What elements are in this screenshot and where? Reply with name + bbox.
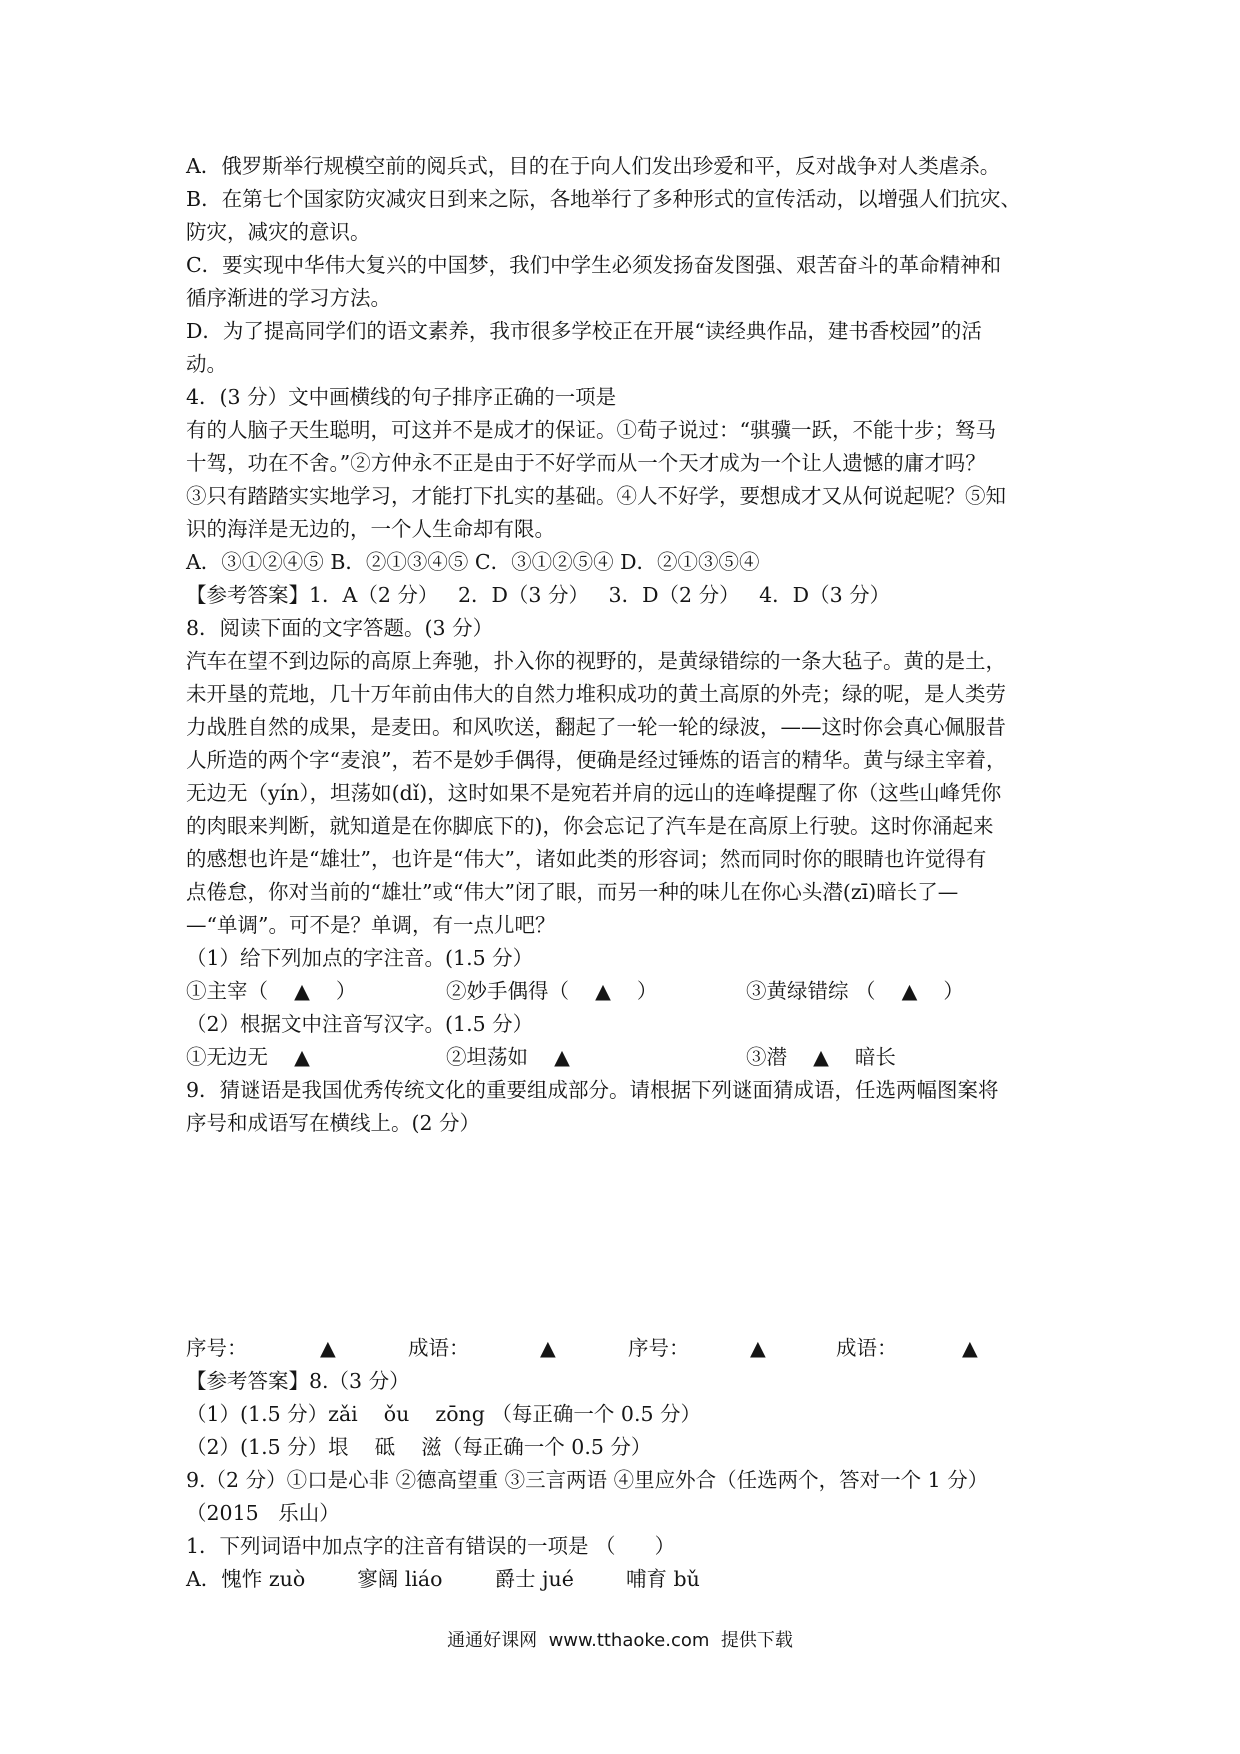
q3-option-a: A．俄罗斯举行规模空前的阅兵式，目的在于向人们发出珍爱和平，反对战争对人类虐杀。 bbox=[186, 154, 1001, 178]
q4-options: A．③①②④⑤ B．②①③④⑤ C．③①②⑤④ D．②①③⑤④ bbox=[186, 550, 760, 574]
q3-option-c-cont: 循序渐进的学习方法。 bbox=[186, 286, 391, 310]
fill-label: 序号： bbox=[628, 1336, 690, 1360]
sub2-item-2: ②坦荡如 ▲ bbox=[446, 1045, 570, 1069]
q3-option-d-cont: 动。 bbox=[186, 352, 227, 376]
answer-key-9: 9.（2 分）①口是心非 ②德高望重 ③三言两语 ④里应外合（任选两个，答对一个 1 分） bbox=[186, 1468, 989, 1492]
fill-label: 成语： bbox=[408, 1336, 470, 1360]
q8-sub1-items bbox=[186, 975, 1066, 1008]
q4-text: 识的海洋是无边的，一个人生命却有限。 bbox=[186, 517, 555, 541]
next-q1-option-a: A．愧怍 zuò 寥阔 liáo 爵士 jué 哺育 bǔ bbox=[186, 1567, 700, 1591]
answer-key-8-2: （2）(1.5 分）垠 砥 滋（每正确一个 0.5 分） bbox=[186, 1435, 652, 1459]
q4-text: 十驾，功在不舍。”②方仲永不正是由于不好学而从一个天才成为一个让人遗憾的庸才吗？ bbox=[186, 451, 986, 475]
sub1-item-1: ①主宰（ ▲ ） bbox=[186, 979, 357, 1003]
sub1-item-3: ③黄绿错综 （ ▲ ） bbox=[746, 979, 964, 1003]
q8-passage-line: 人所造的两个字“麦浪”，若不是妙手偶得，便确是经过锤炼的语言的精华。黄与绿主宰着， bbox=[186, 748, 1007, 772]
q8-passage-line: 力战胜自然的成果，是麦田。和风吹送，翻起了一轮一轮的绿波，——这时你会真心佩服昔 bbox=[186, 715, 1006, 739]
fill-blank: ▲ bbox=[320, 1336, 336, 1360]
q8-stem: 8．阅读下面的文字答题。(3 分） bbox=[186, 616, 494, 640]
q8-passage-line: 的感想也许是“雄壮”，也许是“伟大”，诸如此类的形容词；然而同时你的眼睛也许觉得有 bbox=[186, 847, 987, 871]
q3-option-d: D．为了提高同学们的语文素养，我市很多学校正在开展“读经典作品，建书香校园”的活 bbox=[186, 319, 982, 343]
sub1-item-2: ②妙手偶得（ ▲ ） bbox=[446, 979, 658, 1003]
next-q1-stem: 1．下列词语中加点字的注音有错误的一项是 （ ） bbox=[186, 1534, 676, 1558]
answer-key-8: 【参考答案】8.（3 分） bbox=[186, 1369, 410, 1393]
q4-stem: 4．(3 分）文中画横线的句子排序正确的一项是 bbox=[186, 385, 617, 409]
fill-label: 序号： bbox=[186, 1336, 248, 1360]
sub2-item-1: ①无边无 ▲ bbox=[186, 1045, 310, 1069]
q8-sub1: （1）给下列加点的字注音。(1.5 分） bbox=[186, 946, 534, 970]
sub2-item-3: ③潜 ▲ 暗长 bbox=[746, 1045, 896, 1069]
riddle-image-area bbox=[186, 1140, 1066, 1332]
download-footer: 通通好课网 www.tthaoke.com 提供下载 bbox=[447, 1630, 793, 1651]
q9-stem: 9．猜谜语是我国优秀传统文化的重要组成部分。请根据下列谜面猜成语，任选两幅图案将 bbox=[186, 1078, 999, 1102]
q8-passage-line: 的肉眼来判断，就知道是在你脚底下的)，你会忘记了汽车是在高原上行驶。这时你涌起来 bbox=[186, 814, 994, 838]
q3-option-b: B．在第七个国家防灾减灾日到来之际，各地举行了多种形式的宣传活动，以增强人们抗灾、 bbox=[186, 187, 1022, 211]
answer-key-1-4: 【参考答案】1．A（2 分） 2．D（3 分） 3．D（2 分） 4．D（3 分） bbox=[186, 583, 891, 607]
answer-key-8-1: （1）(1.5 分）zǎi ǒu zōng （每正确一个 0.5 分） bbox=[186, 1402, 702, 1426]
q9-stem-cont: 序号和成语写在横线上。(2 分） bbox=[186, 1111, 481, 1135]
q8-passage-line: 未开垦的荒地，几十万年前由伟大的自然力堆积成功的黄土高原的外壳；绿的呢，是人类劳 bbox=[186, 682, 1006, 706]
q8-passage-line: —“单调”。可不是？单调，有一点儿吧？ bbox=[186, 913, 556, 937]
fill-blank: ▲ bbox=[750, 1336, 766, 1360]
exam-content bbox=[186, 150, 1066, 1596]
q4-text: ③只有踏踏实实地学习，才能打下扎实的基础。④人不好学，要想成才又从何说起呢？⑤知 bbox=[186, 484, 1006, 508]
q3-option-c: C．要实现中华伟大复兴的中国梦，我们中学生必须发扬奋发图强、艰苦奋斗的革命精神和 bbox=[186, 253, 1002, 277]
fill-blank: ▲ bbox=[962, 1336, 978, 1360]
q4-text: 有的人脑子天生聪明，可这并不是成才的保证。①荀子说过：“骐骥一跃，不能十步；驽马 bbox=[186, 418, 996, 442]
q9-fill-line bbox=[186, 1332, 1066, 1365]
fill-label: 成语： bbox=[836, 1336, 898, 1360]
q8-passage-line: 无边无（yín），坦荡如(dǐ)，这时如果不是宛若并肩的远山的连峰提醒了你（这些山峰凭你 bbox=[186, 781, 1002, 805]
source-label: （2015 乐山） bbox=[186, 1501, 340, 1525]
q8-passage-line: 点倦怠，你对当前的“雄壮”或“伟大”闭了眼，而另一种的味儿在你心头潜(zī)暗长了— bbox=[186, 880, 959, 904]
q8-sub2-items bbox=[186, 1041, 1066, 1074]
q3-option-b-cont: 防灾，减灾的意识。 bbox=[186, 220, 371, 244]
fill-blank: ▲ bbox=[540, 1336, 556, 1360]
q8-sub2: （2）根据文中注音写汉字。(1.5 分） bbox=[186, 1012, 534, 1036]
q8-passage-line: 汽车在望不到边际的高原上奔驰，扑入你的视野的，是黄绿错综的一条大毡子。黄的是土， bbox=[186, 649, 1006, 673]
